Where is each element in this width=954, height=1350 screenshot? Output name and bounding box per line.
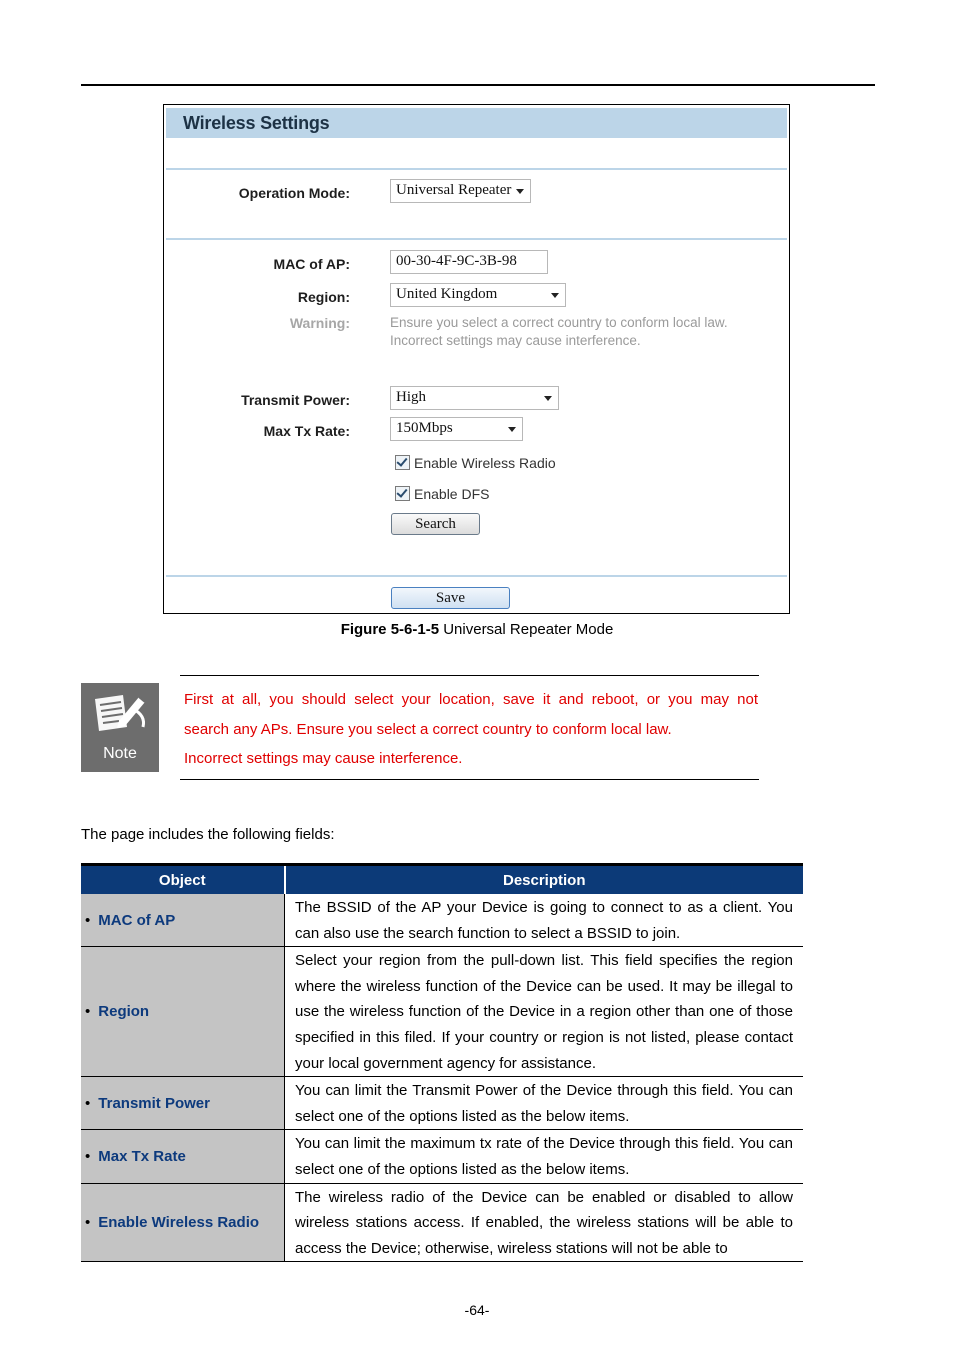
table-row — [81, 1183, 803, 1262]
warning-text-line2: Incorrect settings may cause interference. — [390, 333, 641, 348]
figure-caption — [0, 621, 954, 638]
search-button[interactable]: Search — [391, 513, 480, 535]
table-row — [81, 1130, 803, 1183]
bullet-icon: • — [85, 1213, 91, 1231]
pencil-paper-icon — [89, 691, 151, 741]
object-cell — [81, 947, 285, 1077]
note-line: First at all, you should select your location, save it and reboot, or you may not — [184, 691, 758, 708]
max-tx-rate-label: Max Tx Rate: — [263, 423, 350, 439]
object-name: Transmit Power — [98, 1094, 210, 1112]
fields-table — [81, 863, 803, 1262]
note-line: search any APs. Ensure you select a correct country to conform local law. — [184, 720, 672, 738]
transmit-power-label: Transmit Power: — [241, 392, 350, 408]
object-name: Region — [98, 1003, 150, 1021]
intro-text: The page includes the following fields: — [81, 826, 335, 843]
transmit-power-select[interactable] — [390, 386, 559, 410]
enable-dfs-checkbox[interactable] — [395, 486, 410, 501]
object-cell — [81, 1077, 285, 1130]
column-header-description: Description — [285, 865, 804, 895]
chevron-down-icon — [544, 396, 552, 401]
bullet-icon: • — [85, 911, 91, 929]
description-cell: The wireless radio of the Device can be enabled or disabled to allow wireless stations access. If enabled, the wireless stations will be able to access the Device; otherwise, wireless stations will not be able to — [285, 1183, 804, 1262]
chevron-down-icon — [516, 189, 524, 194]
enable-wireless-radio-checkbox[interactable] — [395, 455, 410, 470]
max-tx-rate-value: 150Mbps — [396, 420, 453, 436]
operation-mode-select[interactable] — [390, 179, 531, 203]
object-name: MAC of AP — [98, 911, 176, 929]
mac-of-ap-value: 00-30-4F-9C-3B-98 — [396, 253, 517, 269]
object-cell — [81, 1130, 285, 1183]
chevron-down-icon — [551, 293, 559, 298]
wireless-settings-screenshot — [163, 104, 790, 614]
transmit-power-value: High — [396, 389, 426, 405]
object-cell — [81, 894, 285, 947]
table-row — [81, 1077, 803, 1130]
enable-dfs-row[interactable] — [395, 486, 489, 504]
table-row — [81, 894, 803, 947]
object-name: Enable Wireless Radio — [98, 1213, 260, 1231]
note-icon-label: Note — [103, 745, 137, 762]
panel-title: Wireless Settings — [183, 113, 330, 133]
note-top-rule — [180, 675, 759, 676]
header-rule — [81, 84, 875, 86]
table-header-row — [81, 865, 803, 895]
region-select[interactable] — [390, 283, 566, 307]
note-bottom-rule — [180, 779, 759, 780]
column-header-object: Object — [81, 865, 285, 895]
table-row — [81, 947, 803, 1077]
save-button[interactable]: Save — [391, 587, 510, 609]
chevron-down-icon — [508, 427, 516, 432]
operation-mode-label: Operation Mode: — [238, 185, 350, 201]
section-divider — [166, 168, 787, 170]
description-cell: You can limit the maximum tx rate of the Device through this field. You can select one of the options listed as the below items. — [285, 1130, 804, 1183]
enable-dfs-label: Enable DFS — [414, 486, 490, 502]
section-divider — [166, 575, 787, 577]
bullet-icon: • — [85, 1094, 91, 1112]
max-tx-rate-select[interactable] — [390, 417, 523, 441]
object-name: Max Tx Rate — [98, 1147, 186, 1165]
enable-wireless-radio-label: Enable Wireless Radio — [414, 455, 556, 471]
note-text — [184, 685, 758, 774]
region-label: Region: — [297, 289, 350, 305]
note-icon — [81, 683, 159, 772]
description-cell: Select your region from the pull-down list. This field specifies the region where the wireless function of the Device can be used. It may be illegal to use the wireless function of the Device in a region other than one of those specified in this filed. If your country or region is not listed, please contact your local government agency for assistance. — [285, 947, 804, 1077]
enable-wireless-radio-row[interactable] — [395, 455, 556, 473]
mac-of-ap-label: MAC of AP: — [273, 256, 350, 272]
note-line: Incorrect settings may cause interference. — [184, 750, 463, 767]
mac-of-ap-input[interactable] — [390, 250, 548, 274]
description-cell: You can limit the Transmit Power of the Device through this field. You can select one of the options listed as the below items. — [285, 1077, 804, 1130]
description-cell: The BSSID of the AP your Device is going to connect to as a client. You can also use the search function to select a BSSID to join. — [285, 894, 804, 947]
warning-label: Warning: — [289, 315, 350, 331]
figure-title: Universal Repeater Mode — [439, 621, 614, 638]
section-divider — [166, 238, 787, 240]
bullet-icon: • — [85, 1003, 91, 1021]
page-number: -64- — [464, 1302, 490, 1318]
object-cell — [81, 1183, 285, 1262]
figure-number: Figure 5-6-1-5 — [340, 621, 440, 638]
panel-header — [166, 108, 787, 138]
region-value: United Kingdom — [396, 286, 498, 302]
bullet-icon: • — [85, 1147, 91, 1165]
warning-text-line1: Ensure you select a correct country to conform local law. — [390, 315, 728, 330]
operation-mode-value: Universal Repeater — [396, 182, 512, 198]
